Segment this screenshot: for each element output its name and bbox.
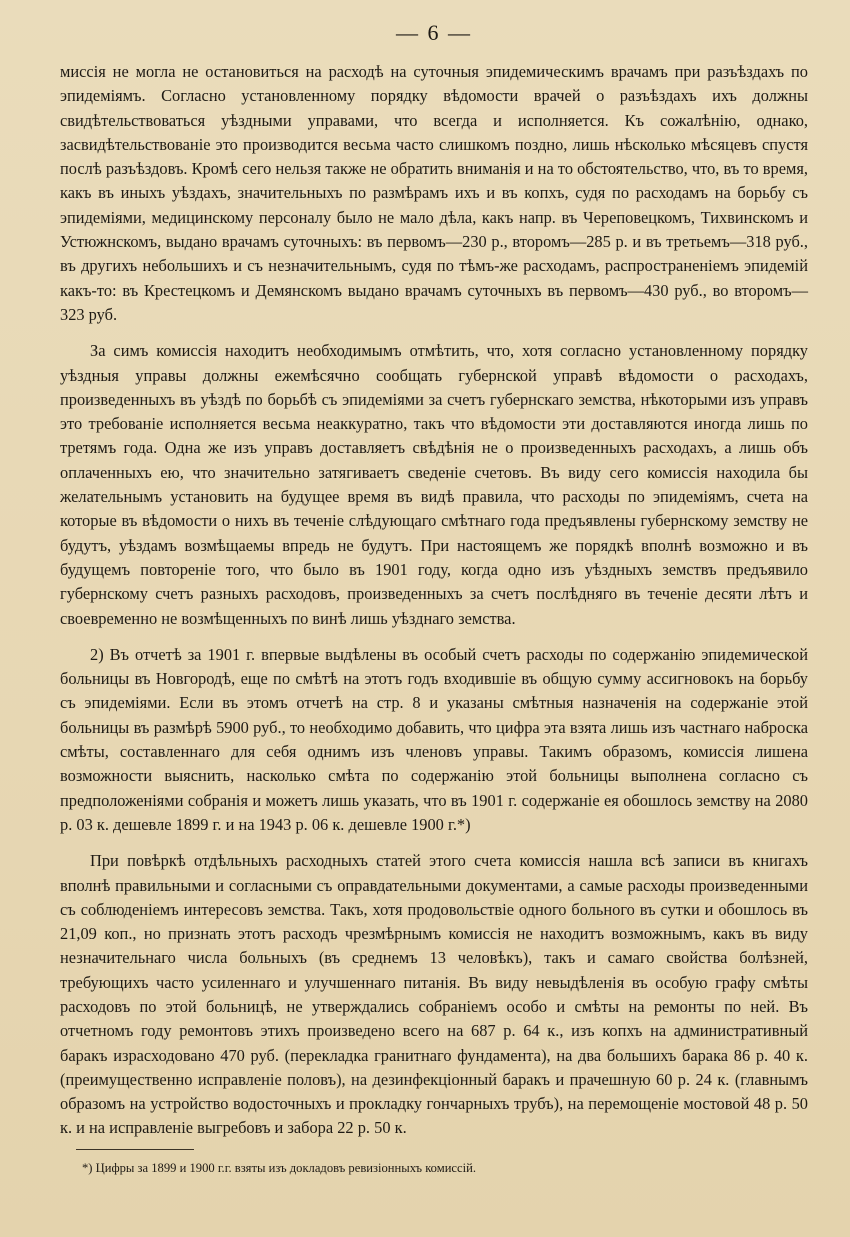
paragraph-4: При повѣркѣ отдѣльныхъ расходныхъ статей этого счета комиссія нашла всѣ записи въ книгахъ вполнѣ правильными и согласными съ оправдательными документами, а самые расходы произведенными съ соблюденіемъ интересовъ земства. Такъ, хотя продовольствіе одного больного въ сутки и обошлось въ 21,09 коп., но признать этотъ расходъ чрезмѣрнымъ комиссія не находитъ возможнымъ, какъ въ виду незначительнаго числа больныхъ (въ среднемъ 13 человѣкъ), такъ и самаго свойства болѣзней, требующихъ часто усиленнаго и улучшеннаго питанія. Въ виду невыдѣленія въ особую графу смѣты расходовъ по этой больницѣ, не утверждались собраніемъ особо и смѣты на ремонты по ней. Въ отчетномъ году ремонтовъ этихъ произведено всего на 687 р. 64 к., изъ копхъ на административный баракъ израсходовано 470 руб. (перекладка гранитнаго фундамента), на два большихъ барака 86 р. 40 к. (преимущественно исправленіе половъ), на дезинфекціонный баракъ и прачешную 60 р. 24 к. (главнымъ образомъ на устройство водосточныхъ и прокладку гончарныхъ трубъ), на перемощеніе мостовой 48 р. 50 к. и на исправленіе выгребовъ и забора 22 р. 50 к. <box>60 851 808 1138</box>
paragraph-3: 2) Въ отчетѣ за 1901 г. впервые выдѣлены въ особый счетъ расходы по содержанію эпидемической больницы въ Новгородѣ, еще по смѣтѣ на этотъ годъ входившіе въ общую сумму ассигновокъ на борьбу съ эпидеміями. Если въ этомъ отчетѣ на стр. 8 и указаны смѣтныя назначенія на содержаніе этой больницы въ размѣрѣ 5900 руб., то необходимо добавить, что цифра эта взята лишь изъ частнаго наброска смѣты, составленнаго для себя однимъ изъ членовъ управы. Такимъ образомъ, комиссія лишена возможности выяснить, насколько смѣта по содержанію этой больницы выполнена согласно съ предположеніями собранія и можетъ лишь указать, что въ 1901 г. содержаніе ея обошлось земству на 2080 р. 03 к. дешевле 1899 г. и на 1943 р. 06 к. дешевле 1900 г.*) <box>60 644 808 834</box>
footnote: *) Цифры за 1899 и 1900 г.г. взяты изъ докладовъ ревизіонныхъ комиссій. <box>82 1160 477 1175</box>
footnote-divider <box>76 1149 194 1150</box>
paragraph-1: миссія не могла не остановиться на расходѣ на суточныя эпидемическимъ врачамъ при разъѣздахъ по эпидеміямъ. Согласно установленному порядку вѣдомости врачей о разъѣздахъ ихъ должны свидѣтельствоваться уѣздными управами, что всегда и исполняется. Къ сожалѣнію, однако, засвидѣтельствованіе это производится весьма часто слишкомъ поздно, лишь нѣсколько мѣсяцевъ спустя послѣ разъѣздовъ. Кромѣ сего нельзя также не обратить вниманія и на то обстоятельство, что, въ то время, какъ въ иныхъ уѣздахъ, значительныхъ по размѣрамъ ихъ и въ копхъ, судя по расходамъ на борьбу съ эпидеміями, медицинскому персоналу было не мало дѣла, какъ напр. въ Череповецкомъ, Тихвинскомъ и Устюжнскомъ, выдано врачамъ суточныхъ: въ первомъ—230 р., второмъ—285 р. и въ третьемъ—318 руб., въ другихъ небольшихъ и съ незначительнымъ, судя по тѣмъ-же расходамъ, распространеніемъ эпидемій какъ-то: въ Крестецкомъ и Демянскомъ выдано врачамъ суточныхъ въ первомъ—430 руб., во второмъ—323 руб. <box>60 62 808 324</box>
page-number: — 6 — <box>396 20 472 45</box>
paragraph-2: За симъ комиссія находитъ необходимымъ отмѣтить, что, хотя согласно установленному порядку уѣздныя управы должны ежемѣсячно сообщать губернской управѣ вѣдомости о расходахъ, произведенныхъ въ уѣздѣ по борьбѣ съ эпидеміями за счетъ губернскаго земства, нѣкоторыми изъ управъ это требованіе исполняется весьма неаккуратно, такъ что вѣдомости эти доставляются иногда лишь по третямъ года. Одна же изъ управъ доставляетъ свѣдѣнія не о произведенныхъ расходахъ, а лишь объ оплаченныхъ ею, что значительно затягиваетъ сведеніе счетовъ. Въ виду сего комиссія находила бы желательнымъ установить на будущее время въ видѣ правила, что расходы по эпидеміямъ, счета на которые въ вѣдомости о нихъ въ теченіе слѣдующаго смѣтнаго года предъявлены губернскому земству не будутъ, уѣздамъ возмѣщаемы впредь не будутъ. При настоящемъ же порядкѣ вполнѣ возможно и въ будущемъ повтореніе того, что было въ 1901 году, когда одно изъ уѣздныхъ земствъ предъявило губернскому счетъ разныхъ расходовъ, произведенныхъ за счетъ послѣдняго въ теченіе десяти лѣтъ и своевременно не возмѣщенныхъ по винѣ лишь уѣзднаго земства. <box>60 341 808 628</box>
